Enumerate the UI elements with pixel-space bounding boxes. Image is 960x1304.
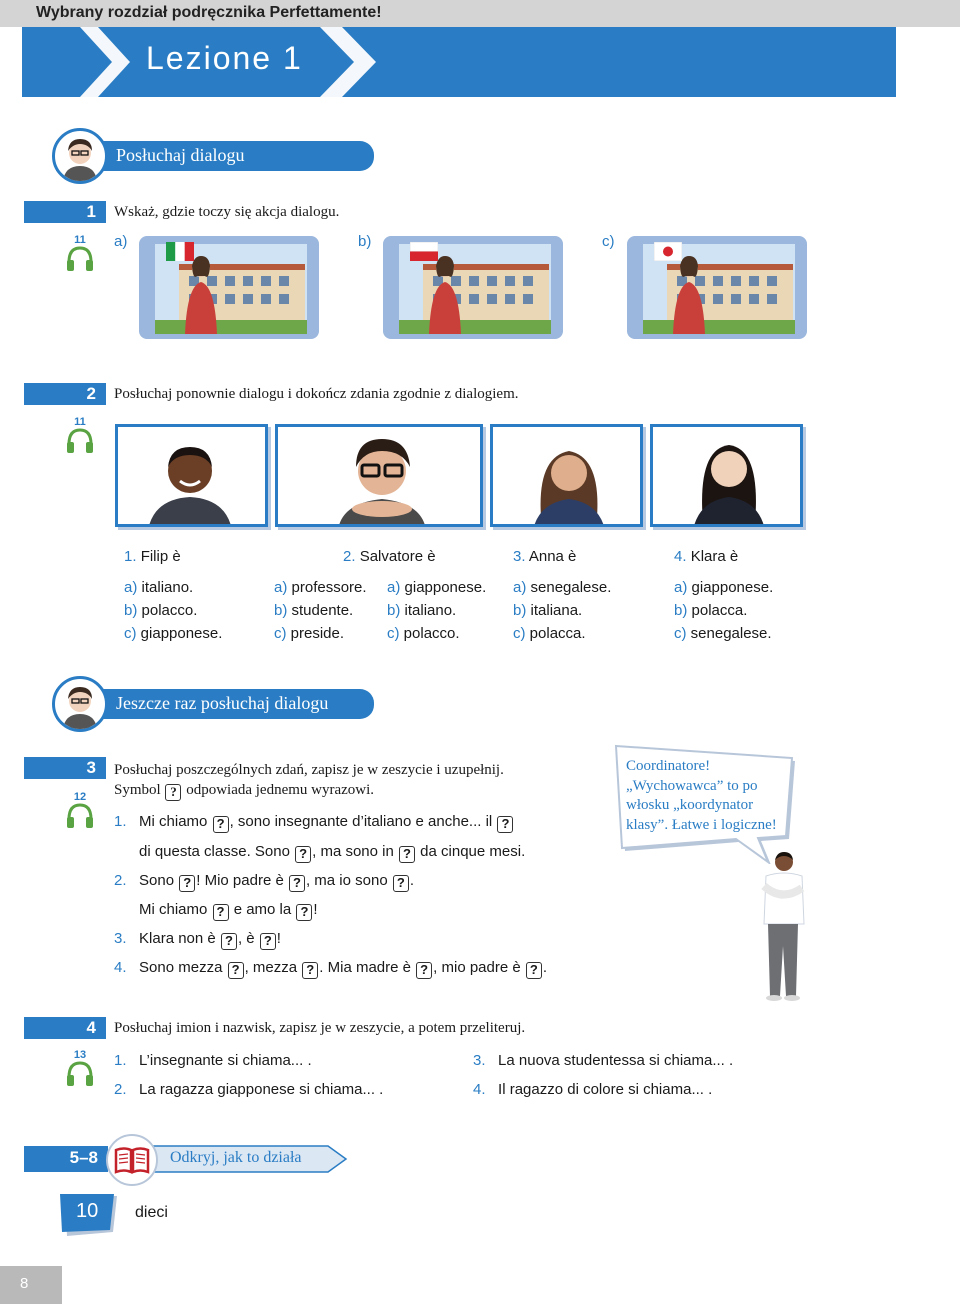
track-number: 11 — [74, 416, 86, 428]
question-3-answers — [513, 576, 611, 645]
japan-flag-icon — [654, 242, 682, 261]
top-caption-bar — [0, 0, 960, 27]
blank-box[interactable]: ? — [228, 962, 244, 979]
option-label-a: a) — [114, 233, 128, 250]
blank-box[interactable]: ? — [221, 933, 237, 950]
answer-option[interactable]: a) italiano. — [124, 579, 194, 596]
track-number: 12 — [73, 791, 87, 803]
option-label-c: c) — [602, 233, 615, 250]
answer-option[interactable]: b) italiano. — [387, 602, 457, 619]
track-number: 13 — [73, 1049, 87, 1061]
blank-box[interactable]: ? — [213, 816, 229, 833]
portrait-klara — [650, 424, 803, 527]
track-number: 11 — [74, 234, 86, 246]
answer-option[interactable]: a) giapponese. — [674, 579, 774, 596]
blank-box[interactable]: ? — [295, 846, 311, 863]
answer-option[interactable]: a) professore. — [274, 579, 367, 596]
item-4: 4. Il ragazzo di colore si chiama... . — [473, 1081, 713, 1098]
answer-option[interactable]: c) polacco. — [387, 625, 460, 642]
book-page-word: dieci — [135, 1204, 168, 1221]
bubble-text: Coordinatore! „Wychowawca” to po włosku „koordynator klasy”. Łatwe i logiczne! — [626, 758, 777, 833]
blank-box[interactable]: ? — [526, 962, 542, 979]
teacher-avatar — [52, 676, 108, 732]
portrait-salvatore — [275, 424, 483, 527]
answer-option[interactable]: a) giapponese. — [387, 579, 487, 596]
question-3-stem: 3. Anna è — [513, 548, 577, 565]
book-icon-circle — [106, 1134, 158, 1186]
portrait-anna — [490, 424, 643, 527]
exercise-number-tab: 1 — [24, 201, 106, 223]
blank-box[interactable]: ? — [416, 962, 432, 979]
question-1-answers — [124, 576, 222, 645]
sentence-2-cont: Mi chiamo ? e amo la ? ! — [139, 901, 318, 919]
portrait-filip — [115, 424, 268, 527]
item-2: 2. La ragazza giapponese si chiama... . — [114, 1081, 384, 1098]
option-photo-c[interactable] — [627, 236, 807, 339]
blank-box-icon: ? — [165, 784, 181, 801]
answer-option[interactable]: b) polacco. — [124, 602, 198, 619]
question-4-stem: 4. Klara è — [674, 548, 739, 565]
discover-label[interactable]: Odkryj, jak to działa — [170, 1149, 302, 1166]
book-page-number: 10 — [76, 1200, 99, 1222]
standing-man-figure — [752, 850, 812, 1005]
answer-option[interactable]: c) giapponese. — [124, 625, 223, 642]
exercise-number-tab: 3 — [24, 757, 106, 779]
answer-option[interactable]: b) italiana. — [513, 602, 583, 619]
lesson-title: Lezione 1 — [146, 40, 303, 76]
item-1: 1. L’insegnante si chiama... . — [114, 1052, 312, 1069]
exercise-instruction: Posłuchaj ponownie dialogu i dokończ zdania zgodnie z dialogiem. — [114, 386, 519, 402]
blank-box[interactable]: ? — [213, 904, 229, 921]
sentence-1: 1. Mi chiamo ? , sono insegnante d’italiano e anche... il ? — [114, 813, 514, 833]
open-book-icon — [108, 1136, 156, 1184]
answer-option[interactable]: c) preside. — [274, 625, 345, 642]
question-4-answers — [674, 576, 773, 645]
headphones-icon[interactable] — [64, 426, 96, 456]
headphones-icon[interactable] — [64, 801, 96, 831]
top-caption: Wybrany rozdział podręcznika Perfettamente! — [36, 4, 382, 21]
sentence-2: 2. Sono ? ! Mio padre è ? , ma io sono ? . — [114, 872, 415, 890]
option-photo-b[interactable] — [383, 236, 563, 339]
exercise-instruction: Posłuchaj imion i nazwisk, zapisz je w zeszycie, a potem przeliteruj. — [114, 1020, 526, 1036]
exercise-instruction: Posłuchaj poszczególnych zdań, zapisz je w zeszycie i uzupełnij. Symbol ? odpowiada jednemu wyrazowi. — [114, 762, 504, 799]
poland-flag-icon — [410, 242, 438, 261]
answer-option[interactable]: c) polacca. — [513, 625, 586, 642]
exercise-instruction: Wskaż, gdzie toczy się akcja dialogu. — [114, 204, 340, 220]
blank-box[interactable]: ? — [289, 875, 305, 892]
blank-box[interactable]: ? — [497, 816, 513, 833]
pdf-page-number: 8 — [0, 1266, 62, 1304]
question-1-stem: 1. Filip è — [124, 548, 181, 565]
blank-box[interactable]: ? — [260, 933, 276, 950]
sentence-1-cont: di questa classe. Sono ? , ma sono in ? da cinque mesi. — [139, 843, 526, 861]
teacher-avatar — [52, 128, 108, 184]
blank-box[interactable]: ? — [393, 875, 409, 892]
blank-box[interactable]: ? — [296, 904, 312, 921]
option-photo-a[interactable] — [139, 236, 319, 339]
question-2-answers-a — [274, 576, 367, 645]
blank-box[interactable]: ? — [399, 846, 415, 863]
answer-option[interactable]: b) polacca. — [674, 602, 748, 619]
answer-option[interactable]: c) senegalese. — [674, 625, 772, 642]
sentence-4: 4. Sono mezza ? , mezza ? . Mia madre è ? , mio padre è ? . — [114, 959, 548, 977]
headphones-icon[interactable] — [64, 244, 96, 274]
blank-box[interactable]: ? — [302, 962, 318, 979]
section-title: Posłuchaj dialogu — [116, 145, 245, 165]
sentence-3: 3. Klara non è ? , è ? ! — [114, 930, 281, 948]
headphones-icon[interactable] — [64, 1059, 96, 1089]
italy-flag-icon — [166, 242, 194, 261]
option-label-b: b) — [358, 233, 372, 250]
answer-option[interactable]: a) senegalese. — [513, 579, 612, 596]
question-2-answers-b — [387, 576, 486, 645]
question-2-stem: 2. Salvatore è — [343, 548, 436, 565]
item-3: 3. La nuova studentessa si chiama... . — [473, 1052, 734, 1069]
exercise-number-tab: 4 — [24, 1017, 106, 1039]
answer-option[interactable]: b) studente. — [274, 602, 354, 619]
section-title: Jeszcze raz posłuchaj dialogu — [116, 693, 329, 713]
exercise-number-tab: 2 — [24, 383, 106, 405]
blank-box[interactable]: ? — [179, 875, 195, 892]
exercise-number-tab: 5–8 — [24, 1146, 108, 1172]
